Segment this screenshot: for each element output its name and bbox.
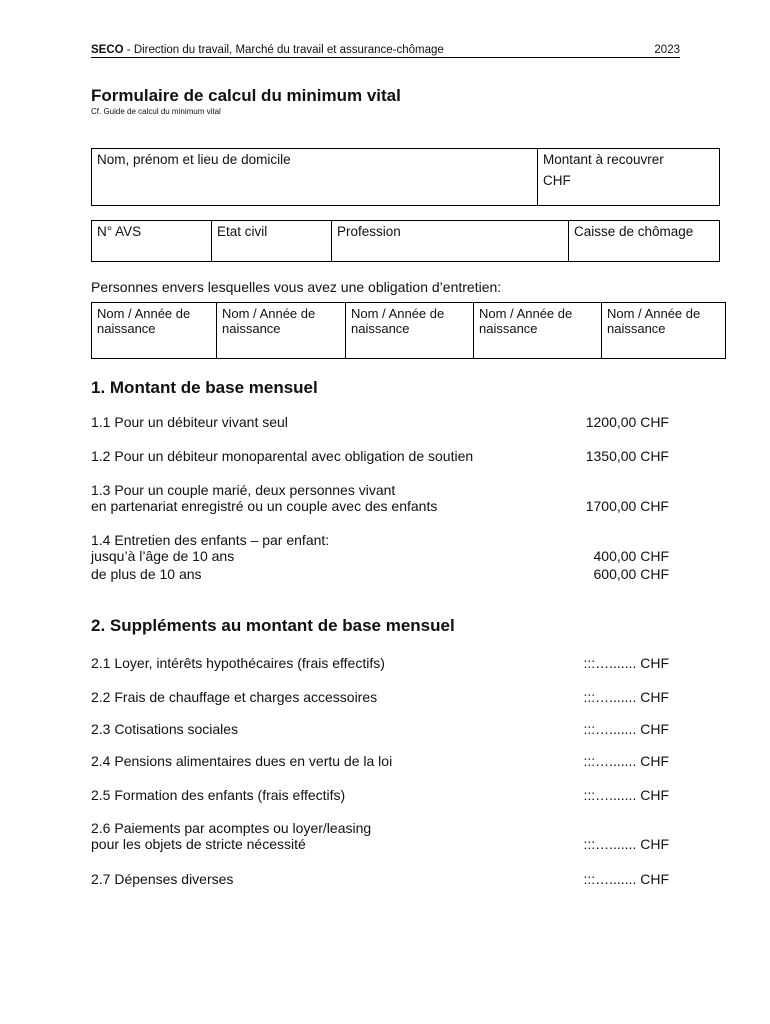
item-2-5-label: 2.5 Formation des enfants (frais effectifs) xyxy=(91,787,346,803)
item-1-4-label-line1: 1.4 Entretien des enfants – par enfant: xyxy=(91,532,330,548)
item-1-3-label-line1: 1.3 Pour un couple marié, deux personnes vivant xyxy=(91,482,396,498)
item-1-1-label: 1.1 Pour un débiteur vivant seul xyxy=(91,414,288,430)
header-org xyxy=(91,44,444,56)
identity-box xyxy=(91,148,720,206)
persons-intro: Personnes envers lesquelles vous avez une obligation d’entretien: xyxy=(91,279,502,295)
item-2-7-label: 2.7 Dépenses diverses xyxy=(91,871,234,887)
page-subtitle: Cf. Guide de calcul du minimum vital xyxy=(91,107,221,116)
person-label: Nom / Année de naissance xyxy=(479,306,573,336)
name-field[interactable] xyxy=(92,149,537,205)
avs-field[interactable] xyxy=(92,221,211,261)
person-label: Nom / Année de naissance xyxy=(607,306,701,336)
item-2-6-label-line1: 2.6 Paiements par acomptes ou loyer/leasing xyxy=(91,820,372,836)
section2-heading: 2. Suppléments au montant de base mensuel xyxy=(91,616,455,635)
name-label: Nom, prénom et lieu de domicile xyxy=(97,152,291,167)
item-1-4-amount-over10: 600,00 CHF xyxy=(593,566,669,582)
person-label: Nom / Année de naissance xyxy=(97,306,191,336)
item-2-7-amount-field[interactable]: :::…....... CHF xyxy=(583,871,669,887)
item-1-4-label-line2: jusqu’à l’âge de 10 ans xyxy=(91,548,235,564)
item-2-2-label: 2.2 Frais de chauffage et charges accessoires xyxy=(91,689,378,705)
item-2-1-amount-field[interactable]: :::…....... CHF xyxy=(583,655,669,671)
person-field-5[interactable] xyxy=(602,303,725,358)
item-2-4-amount-field[interactable]: :::…....... CHF xyxy=(583,753,669,769)
item-2-5-amount-field[interactable]: :::…....... CHF xyxy=(583,787,669,803)
item-1-2-amount: 1350,00 CHF xyxy=(585,448,669,464)
caisse-label: Caisse de chômage xyxy=(574,224,694,239)
item-2-6-amount-field[interactable]: :::…....... CHF xyxy=(583,836,669,852)
item-1-4-label-line3: de plus de 10 ans xyxy=(91,566,202,582)
caisse-field[interactable] xyxy=(569,221,719,261)
item-2-4-label: 2.4 Pensions alimentaires dues en vertu de la loi xyxy=(91,753,393,769)
profession-field[interactable] xyxy=(332,221,568,261)
page-header xyxy=(91,44,680,58)
persons-box xyxy=(91,302,726,359)
civil-status-field[interactable] xyxy=(212,221,331,261)
item-2-3-amount-field[interactable]: :::…....... CHF xyxy=(583,721,669,737)
item-2-3-label: 2.3 Cotisations sociales xyxy=(91,721,239,737)
item-2-6-label-line2: pour les objets de stricte nécessité xyxy=(91,836,306,852)
personal-info-box xyxy=(91,220,720,262)
page-title: Formulaire de calcul du minimum vital xyxy=(91,86,401,105)
civil-status-label: Etat civil xyxy=(217,224,268,239)
person-field-2[interactable] xyxy=(217,303,345,358)
header-org-name: - Direction du travail, Marché du travail et assurance-chômage xyxy=(123,44,444,56)
item-1-2-label: 1.2 Pour un débiteur monoparental avec obligation de soutien xyxy=(91,448,474,464)
profession-label: Profession xyxy=(337,224,401,239)
avs-label: N° AVS xyxy=(97,224,142,239)
person-label: Nom / Année de naissance xyxy=(222,306,316,336)
amount-currency: CHF xyxy=(543,173,571,188)
amount-label: Montant à recouvrer xyxy=(543,152,664,167)
person-field-3[interactable] xyxy=(346,303,474,358)
item-1-3-label-line2: en partenariat enregistré ou un couple avec des enfants xyxy=(91,498,438,514)
item-1-1-amount: 1200,00 CHF xyxy=(585,414,669,430)
person-field-1[interactable] xyxy=(92,303,216,358)
section1-heading: 1. Montant de base mensuel xyxy=(91,378,318,397)
person-field-4[interactable] xyxy=(474,303,601,358)
amount-field[interactable] xyxy=(538,149,719,205)
item-2-1-label: 2.1 Loyer, intérêts hypothécaires (frais effectifs) xyxy=(91,655,385,671)
header-org-abbrev: SECO xyxy=(91,44,124,56)
item-2-2-amount-field[interactable]: :::…....... CHF xyxy=(583,689,669,705)
item-1-4-amount-under10: 400,00 CHF xyxy=(593,548,669,564)
person-label: Nom / Année de naissance xyxy=(351,306,445,336)
header-year: 2023 xyxy=(654,44,680,56)
item-1-3-amount: 1700,00 CHF xyxy=(585,498,669,514)
